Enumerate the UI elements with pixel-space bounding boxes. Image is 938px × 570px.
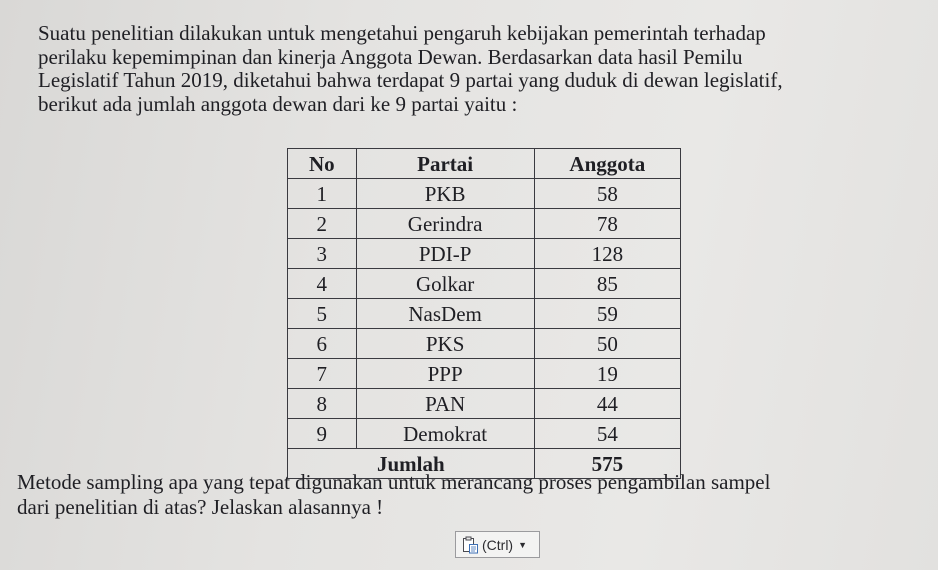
cell-anggota: 128 (534, 239, 680, 269)
cell-anggota: 58 (534, 179, 680, 209)
table-row (288, 209, 681, 239)
cell-partai: PDI-P (356, 239, 534, 269)
cell-partai: Demokrat (356, 419, 534, 449)
cell-partai: Golkar (356, 269, 534, 299)
party-members-table (287, 148, 681, 479)
table-row (288, 179, 681, 209)
cell-no: 2 (288, 209, 357, 239)
table-row (288, 359, 681, 389)
cell-no: 6 (288, 329, 357, 359)
cell-anggota: 78 (534, 209, 680, 239)
intro-line: perilaku kepemimpinan dan kinerja Anggota Dewan. Berdasarkan data hasil Pemilu (38, 44, 743, 69)
paste-options-button[interactable] (455, 531, 540, 558)
table-row (288, 329, 681, 359)
clipboard-icon (461, 536, 479, 554)
total-label: Jumlah (288, 449, 535, 479)
header-partai: Partai (356, 149, 534, 179)
intro-line: berikut ada jumlah anggota dewan dari ke 9 partai yaitu : (38, 91, 518, 116)
cell-partai: PKB (356, 179, 534, 209)
intro-line: Legislatif Tahun 2019, diketahui bahwa terdapat 9 partai yang duduk di dewan legislatif, (38, 68, 783, 92)
cell-no: 5 (288, 299, 357, 329)
cell-no: 4 (288, 269, 357, 299)
table-row (288, 299, 681, 329)
cell-partai: Gerindra (356, 209, 534, 239)
cell-no: 7 (288, 359, 357, 389)
total-value: 575 (534, 449, 680, 479)
cell-partai: PPP (356, 359, 534, 389)
cell-anggota: 85 (534, 269, 680, 299)
table-row (288, 419, 681, 449)
header-no: No (288, 149, 357, 179)
table-row (288, 269, 681, 299)
cell-anggota: 44 (534, 389, 680, 419)
paste-options-label: (Ctrl) (482, 536, 514, 553)
cell-anggota: 54 (534, 419, 680, 449)
intro-paragraph (38, 22, 920, 116)
cell-anggota: 59 (534, 299, 680, 329)
question-line: dari penelitian di atas? Jelaskan alasannya ! (17, 495, 384, 519)
cell-partai: PAN (356, 389, 534, 419)
cell-no: 8 (288, 389, 357, 419)
cell-anggota: 19 (534, 359, 680, 389)
table-row (288, 389, 681, 419)
cell-no: 3 (288, 239, 357, 269)
question-paragraph (17, 470, 917, 520)
cell-anggota: 50 (534, 329, 680, 359)
header-anggota: Anggota (534, 149, 680, 179)
question-line: Metode sampling apa yang tepat digunakan untuk merancang proses pengambilan sampel (17, 470, 771, 494)
cell-partai: NasDem (356, 299, 534, 329)
intro-line: Suatu penelitian dilakukan untuk mengetahui pengaruh kebijakan pemerintah terhadap (38, 21, 766, 45)
cell-no: 1 (288, 179, 357, 209)
table-row (288, 239, 681, 269)
cell-no: 9 (288, 419, 357, 449)
table-header-row (288, 149, 681, 179)
cell-partai: PKS (356, 329, 534, 359)
chevron-down-icon: ▼ (518, 539, 528, 550)
